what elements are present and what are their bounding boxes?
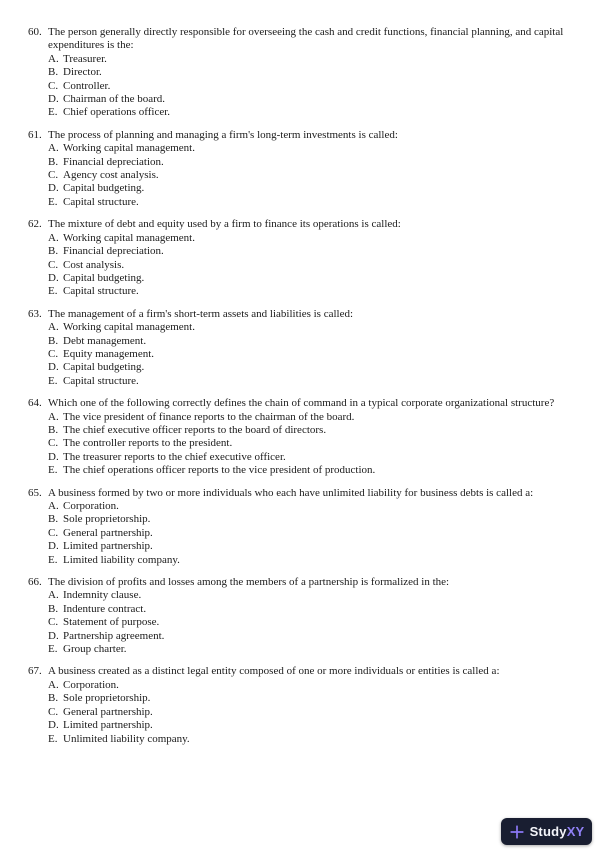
option-list bbox=[48, 232, 576, 299]
option-letter: C. bbox=[48, 79, 59, 92]
option-text: Capital budgeting. bbox=[63, 361, 145, 374]
answer-option bbox=[48, 156, 576, 169]
option-text: General partnership. bbox=[63, 705, 153, 718]
option-letter: E. bbox=[48, 643, 58, 656]
option-text: The treasurer reports to the chief executive officer. bbox=[63, 450, 286, 463]
option-text: Equity management. bbox=[63, 347, 155, 360]
option-text: Corporation. bbox=[63, 500, 119, 512]
answer-option bbox=[48, 616, 576, 629]
option-text: Chief operations officer. bbox=[63, 106, 171, 119]
answer-option bbox=[48, 169, 576, 182]
option-letter: D. bbox=[48, 540, 59, 553]
option-letter: C. bbox=[48, 705, 59, 718]
answer-option bbox=[48, 53, 576, 66]
question-text: Which one of the following correctly defines the chain of command in a typical corporate organizational structure? bbox=[48, 397, 555, 410]
answer-option bbox=[48, 272, 576, 285]
answer-option bbox=[48, 424, 576, 437]
option-letter: D. bbox=[48, 93, 59, 106]
question-number: 67. bbox=[28, 665, 42, 678]
option-letter: E. bbox=[48, 106, 58, 119]
option-text: Limited liability company. bbox=[63, 553, 180, 566]
question-item bbox=[28, 218, 580, 298]
answer-option bbox=[48, 259, 576, 272]
question-body bbox=[48, 397, 576, 477]
option-letter: C. bbox=[48, 526, 59, 539]
option-text: Capital budgeting. bbox=[63, 182, 145, 195]
question-text: The management of a firm's short-term assets and liabilities is called: bbox=[48, 307, 354, 320]
question-body bbox=[48, 308, 576, 388]
option-letter: B. bbox=[48, 602, 59, 615]
question-item bbox=[28, 665, 580, 745]
answer-option bbox=[48, 142, 576, 155]
question-item bbox=[28, 397, 580, 477]
option-letter: A. bbox=[48, 678, 59, 691]
option-text: Working capital management. bbox=[63, 142, 195, 155]
option-letter: B. bbox=[48, 155, 59, 168]
question-number: 63. bbox=[28, 307, 42, 320]
plus-icon bbox=[509, 824, 525, 840]
question-text: The person generally directly responsible for overseeing the cash and credit functions, financial planning, and capital expenditures is the: bbox=[48, 26, 564, 52]
answer-option bbox=[48, 437, 576, 450]
question-number: 66. bbox=[28, 576, 42, 589]
option-text: Director. bbox=[63, 66, 102, 79]
question-body bbox=[48, 129, 576, 209]
answer-option bbox=[48, 630, 576, 643]
option-list bbox=[48, 53, 576, 120]
answer-option bbox=[48, 348, 576, 361]
question-number: 62. bbox=[28, 218, 42, 231]
question-item bbox=[28, 308, 580, 388]
answer-option bbox=[48, 500, 576, 513]
option-letter: C. bbox=[48, 347, 59, 360]
option-text: The vice president of finance reports to the chairman of the board. bbox=[63, 410, 355, 423]
answer-option bbox=[48, 182, 576, 195]
answer-option bbox=[48, 589, 576, 602]
question-body bbox=[48, 487, 576, 567]
answer-option bbox=[48, 603, 576, 616]
option-text: Financial depreciation. bbox=[63, 245, 164, 258]
question-text: A business created as a distinct legal entity composed of one or more individuals or entities is called a: bbox=[48, 665, 500, 678]
option-text: Capital structure. bbox=[63, 285, 139, 298]
answer-option bbox=[48, 285, 576, 298]
option-text: Controller. bbox=[63, 79, 111, 92]
question-body bbox=[48, 26, 576, 120]
answer-option bbox=[48, 692, 576, 705]
option-letter: D. bbox=[48, 271, 59, 284]
option-list bbox=[48, 321, 576, 388]
option-letter: B. bbox=[48, 334, 59, 347]
answer-option bbox=[48, 464, 576, 477]
answer-option bbox=[48, 643, 576, 656]
option-text: Limited partnership. bbox=[63, 540, 153, 553]
question-item bbox=[28, 487, 580, 567]
question-text: A business formed by two or more individuals who each have unlimited liability for business debts is called a: bbox=[48, 486, 534, 499]
option-text: Sole proprietorship. bbox=[63, 513, 151, 526]
question-body bbox=[48, 218, 576, 298]
option-list bbox=[48, 679, 576, 746]
question-body bbox=[48, 665, 576, 745]
option-letter: B. bbox=[48, 66, 59, 79]
option-text: The chief executive officer reports to the board of directors. bbox=[63, 423, 327, 436]
option-letter: D. bbox=[48, 719, 59, 732]
option-text: Group charter. bbox=[63, 643, 127, 656]
answer-option bbox=[48, 196, 576, 209]
option-text: Indenture contract. bbox=[63, 602, 147, 615]
answer-option bbox=[48, 93, 576, 106]
question-text: The process of planning and managing a firm's long-term investments is called: bbox=[48, 128, 398, 141]
option-letter: C. bbox=[48, 169, 59, 182]
answer-option bbox=[48, 679, 576, 692]
option-letter: C. bbox=[48, 616, 59, 629]
option-letter: A. bbox=[48, 52, 59, 65]
option-letter: E. bbox=[48, 553, 58, 566]
answer-option bbox=[48, 335, 576, 348]
answer-option bbox=[48, 232, 576, 245]
option-text: Capital structure. bbox=[63, 195, 139, 208]
option-letter: E. bbox=[48, 464, 58, 477]
answer-option bbox=[48, 361, 576, 374]
option-letter: A. bbox=[48, 231, 59, 244]
question-number: 60. bbox=[28, 26, 42, 38]
option-letter: A. bbox=[48, 410, 59, 423]
answer-option bbox=[48, 706, 576, 719]
question-item bbox=[28, 576, 580, 656]
option-list bbox=[48, 142, 576, 209]
option-text: Unlimited liability company. bbox=[63, 732, 190, 745]
answer-option bbox=[48, 106, 576, 119]
question-number: 61. bbox=[28, 128, 42, 141]
option-text: Capital budgeting. bbox=[63, 271, 145, 284]
option-letter: A. bbox=[48, 589, 59, 602]
option-text: Capital structure. bbox=[63, 374, 139, 387]
option-letter: D. bbox=[48, 450, 59, 463]
option-text: Treasurer. bbox=[63, 52, 107, 65]
option-letter: C. bbox=[48, 437, 59, 450]
option-letter: A. bbox=[48, 142, 59, 155]
question-item bbox=[28, 26, 580, 120]
option-letter: D. bbox=[48, 629, 59, 642]
option-text: Chairman of the board. bbox=[63, 93, 166, 106]
answer-option bbox=[48, 733, 576, 746]
option-letter: D. bbox=[48, 182, 59, 195]
option-text: Corporation. bbox=[63, 678, 119, 691]
answer-option bbox=[48, 66, 576, 79]
brand-name-accent: XY bbox=[566, 824, 585, 839]
answer-option bbox=[48, 245, 576, 258]
brand-name-primary: Study bbox=[529, 824, 567, 839]
option-text: General partnership. bbox=[63, 526, 153, 539]
option-letter: B. bbox=[48, 513, 59, 526]
option-letter: B. bbox=[48, 423, 59, 436]
option-text: Financial depreciation. bbox=[63, 155, 164, 168]
answer-option bbox=[48, 554, 576, 567]
option-letter: A. bbox=[48, 321, 59, 334]
option-text: The controller reports to the president. bbox=[63, 437, 233, 450]
option-text: Working capital management. bbox=[63, 321, 195, 334]
option-letter: A. bbox=[48, 500, 59, 512]
option-letter: C. bbox=[48, 258, 59, 271]
option-letter: E. bbox=[48, 374, 58, 387]
option-text: The chief operations officer reports to the vice president of production. bbox=[63, 464, 376, 477]
answer-option bbox=[48, 527, 576, 540]
question-list bbox=[28, 26, 580, 755]
option-letter: D. bbox=[48, 361, 59, 374]
option-text: Agency cost analysis. bbox=[63, 169, 159, 182]
answer-option bbox=[48, 513, 576, 526]
option-letter: E. bbox=[48, 285, 58, 298]
option-letter: B. bbox=[48, 245, 59, 258]
option-text: Sole proprietorship. bbox=[63, 692, 151, 705]
question-item bbox=[28, 129, 580, 209]
answer-option bbox=[48, 375, 576, 388]
answer-option bbox=[48, 451, 576, 464]
option-text: Partnership agreement. bbox=[63, 629, 165, 642]
option-letter: E. bbox=[48, 732, 58, 745]
question-body bbox=[48, 576, 576, 656]
option-list bbox=[48, 589, 576, 656]
option-text: Working capital management. bbox=[63, 231, 195, 244]
question-number: 64. bbox=[28, 397, 42, 410]
option-text: Debt management. bbox=[63, 334, 147, 347]
studyxy-badge bbox=[501, 818, 592, 845]
option-list bbox=[48, 500, 576, 567]
brand-name bbox=[530, 824, 585, 839]
question-text: The mixture of debt and equity used by a firm to finance its operations is called: bbox=[48, 218, 401, 231]
answer-option bbox=[48, 321, 576, 334]
answer-option bbox=[48, 411, 576, 424]
option-letter: B. bbox=[48, 692, 59, 705]
option-text: Limited partnership. bbox=[63, 719, 153, 732]
option-text: Statement of purpose. bbox=[63, 616, 160, 629]
option-text: Indemnity clause. bbox=[63, 589, 142, 602]
question-text: The division of profits and losses among the members of a partnership is formalized in the: bbox=[48, 576, 450, 589]
answer-option bbox=[48, 540, 576, 553]
option-text: Cost analysis. bbox=[63, 258, 125, 271]
answer-option bbox=[48, 719, 576, 732]
option-letter: E. bbox=[48, 195, 58, 208]
option-list bbox=[48, 411, 576, 478]
question-number: 65. bbox=[28, 486, 42, 499]
answer-option bbox=[48, 80, 576, 93]
